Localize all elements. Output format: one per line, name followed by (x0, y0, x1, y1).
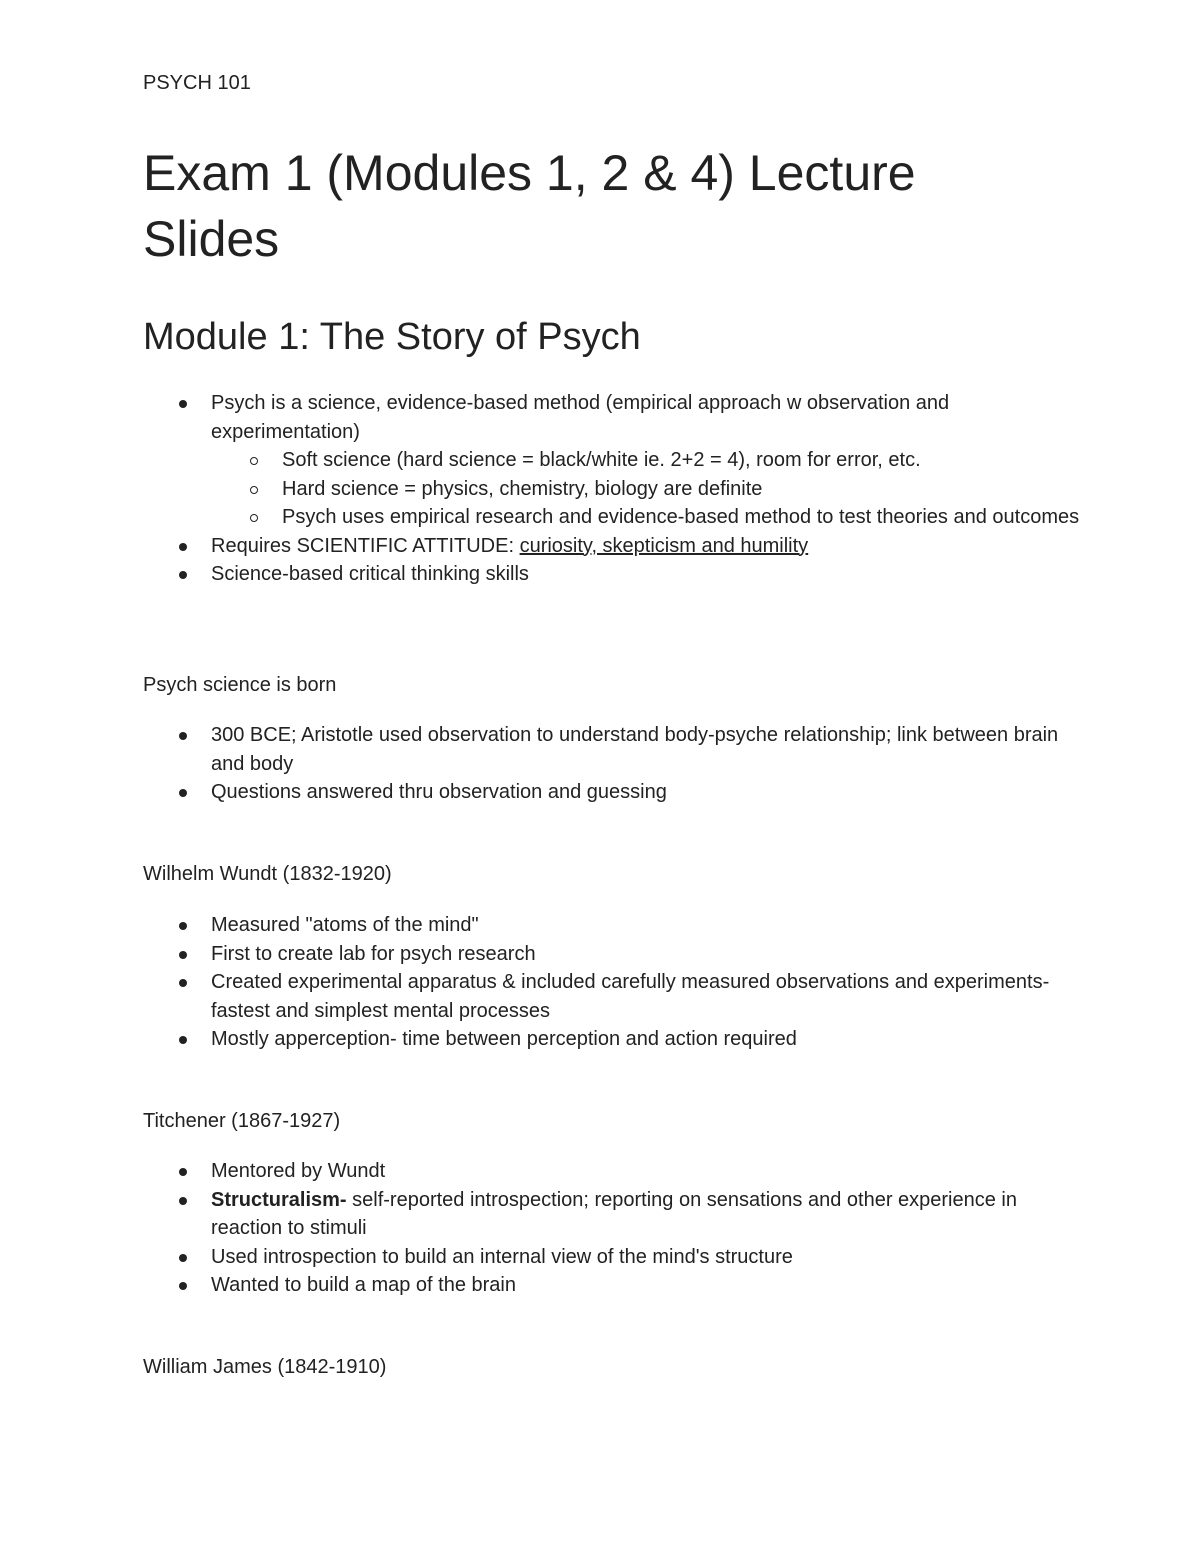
list-item: Wanted to build a map of the brain (143, 1271, 1083, 1300)
bullet-icon (179, 543, 187, 551)
bullet-icon (179, 789, 187, 797)
list-item: First to create lab for psych research (143, 940, 1083, 969)
hollow-bullet-icon (250, 457, 258, 465)
list-item: Mentored by Wundt (143, 1157, 1083, 1186)
list-item: Psych is a science, evidence-based method (empirical approach w observation and experimentation) Soft science (hard science = black/white ie. 2+2 = 4), room for error, etc. Hard science = physics, chemistry, biology are definite Psych uses empirical research and evidence-based method to test theories and outcomes (143, 389, 1083, 532)
wundt-list (143, 911, 1083, 1054)
sub-list-item: Psych uses empirical research and evidence-based method to test theories and outcomes (211, 503, 1083, 532)
titchener-list (143, 1157, 1083, 1300)
bullet-icon (179, 1197, 187, 1205)
underlined-text: curiosity, skepticism and humility (519, 534, 809, 557)
bullet-icon (179, 400, 187, 408)
section-heading-born: Psych science is born (143, 674, 337, 696)
page-title: Exam 1 (Modules 1, 2 & 4) Lecture Slides (143, 145, 916, 267)
bullet-icon (179, 922, 187, 930)
module-1-heading: Module 1: The Story of Psych (143, 316, 641, 358)
list-item: Structuralism- self-reported introspection; reporting on sensations and other experience in reaction to stimuli (143, 1186, 1083, 1243)
list-item: Requires SCIENTIFIC ATTITUDE: curiosity, skepticism and humility (143, 532, 1083, 561)
list-item: Science-based critical thinking skills (143, 560, 1083, 589)
bullet-icon (179, 1254, 187, 1262)
list-item: Mostly apperception- time between perception and action required (143, 1025, 1083, 1054)
hollow-bullet-icon (250, 514, 258, 522)
sub-list-item: Soft science (hard science = black/white ie. 2+2 = 4), room for error, etc. (211, 446, 1083, 475)
section-heading-wundt: Wilhelm Wundt (1832-1920) (143, 863, 392, 885)
bullet-icon (179, 571, 187, 579)
list-item: Measured "atoms of the mind" (143, 911, 1083, 940)
list-item: Questions answered thru observation and guessing (143, 778, 1083, 807)
bullet-icon (179, 979, 187, 987)
bullet-icon (179, 951, 187, 959)
list-item: Created experimental apparatus & included carefully measured observations and experiments- fastest and simplest mental processes (143, 968, 1083, 1025)
bold-term: Structuralism- (211, 1188, 347, 1211)
bullet-icon (179, 1036, 187, 1044)
bullet-icon (179, 1282, 187, 1290)
sub-list-item: Hard science = physics, chemistry, biology are definite (211, 475, 1083, 504)
list-item: Used introspection to build an internal view of the mind's structure (143, 1243, 1083, 1272)
sub-list (211, 446, 1083, 532)
born-list (143, 721, 1083, 807)
list-item: 300 BCE; Aristotle used observation to understand body-psyche relationship; link between brain and body (143, 721, 1083, 778)
course-label: PSYCH 101 (143, 72, 251, 94)
module-1-list (143, 389, 1083, 589)
section-heading-titchener: Titchener (1867-1927) (143, 1110, 341, 1132)
bullet-icon (179, 1168, 187, 1176)
section-heading-james: William James (1842-1910) (143, 1356, 387, 1378)
hollow-bullet-icon (250, 486, 258, 494)
bullet-icon (179, 732, 187, 740)
